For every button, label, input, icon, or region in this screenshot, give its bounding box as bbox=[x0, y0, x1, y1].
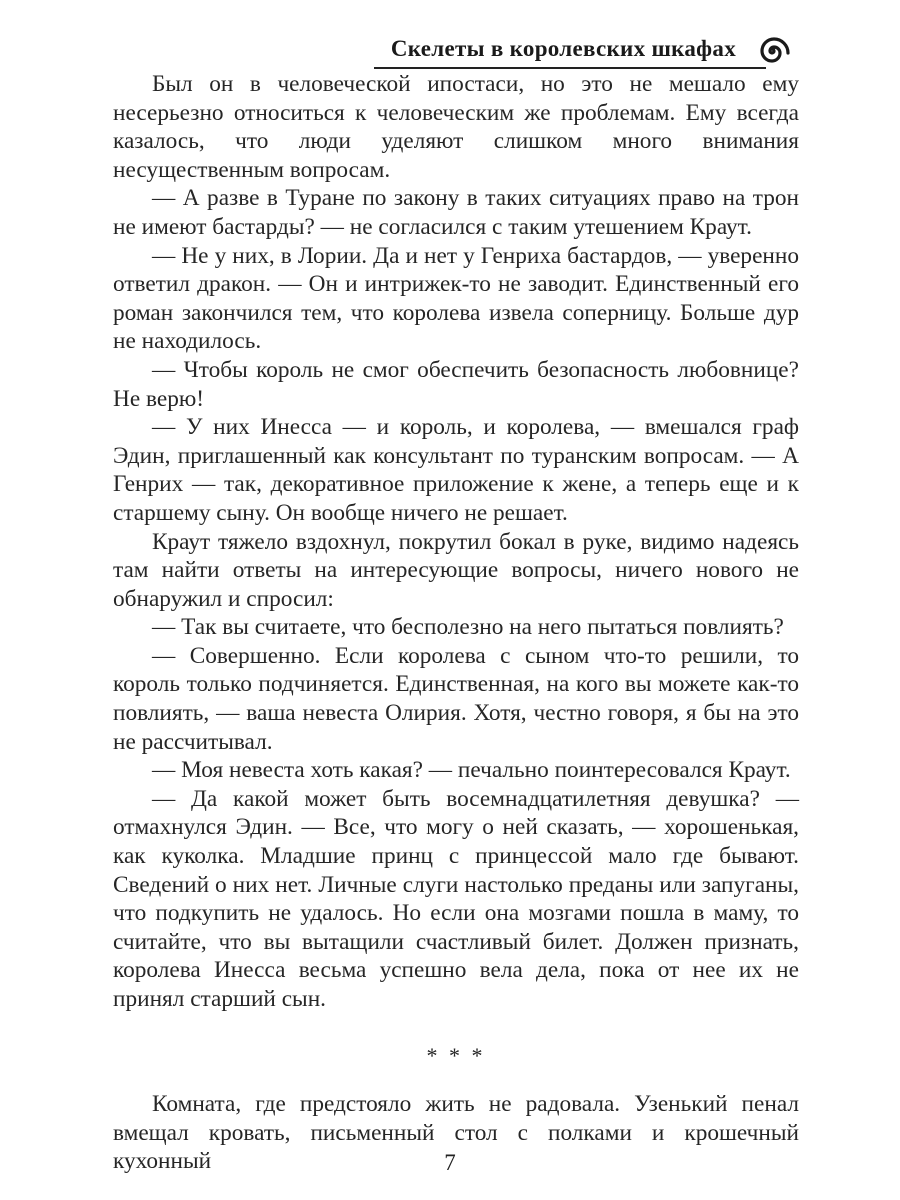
paragraph-11: Комната, где предстояло жить не радовала. Узенький пенал вмещал кровать, письменный стол с полками и крошечный кухонный bbox=[113, 1091, 799, 1175]
book-title: Скелеты в королевских шкафах bbox=[390, 36, 736, 61]
paragraph-6: Краут тяжело вздохнул, покрутил бокал в руке, видимо надеясь там найти ответы на интересующие вопросы, ничего нового не обнаружил и спросил: bbox=[113, 528, 799, 612]
paragraph-1: Был он в человеческой ипостаси, но это не мешало ему несерьезно относиться к человеческим же проблемам. Ему всегда казалось, что люди уделяют слишком много внимания несущественным вопросам. bbox=[113, 71, 799, 183]
scene-break: * * * bbox=[426, 1042, 486, 1068]
paragraph-4: — Чтобы король не смог обеспечить безопасность любовнице? Не верю! bbox=[113, 356, 799, 412]
spiral-icon bbox=[754, 33, 790, 69]
header-rule bbox=[374, 67, 766, 69]
paragraph-9: — Моя невеста хоть какая? — печально поинтересовался Краут. bbox=[152, 757, 791, 784]
paragraph-10: — Да какой может быть восемнадцатилетняя девушка? — отмахнулся Эдин. — Все, что могу о ней сказать, — хорошенькая, как куколка. Младшие принц с принцессой мало где бывают. Сведений о них нет. Личные слуги настолько преданы или запуганы, что подкупить не удалось. Но если она мозгами пошла в маму, то считайте, что вы вытащили счастливый билет. Должен признать, королева Инесса весьма успешно вела дела, пока от нее их не принял старший сын. bbox=[113, 785, 799, 1012]
body-text bbox=[113, 70, 799, 1176]
paragraph-5: — У них Инесса — и король, и королева, — вмешался граф Эдин, приглашенный как консультант по туранским вопросам. — А Генрих — так, декоративное приложение к жене, а теперь еще и к старшему сыну. Он вообще ничего не решает. bbox=[113, 414, 799, 526]
page-number: 7 bbox=[444, 1150, 456, 1175]
paragraph-3: — Не у них, в Лории. Да и нет у Генриха бастардов, — уверенно ответил дракон. — Он и интрижек-то не заводит. Единственный его роман закончился тем, что королева извела соперницу. Больше дур не находилось. bbox=[113, 242, 799, 355]
paragraph-7: — Так вы считаете, что бесполезно на него пытаться повлиять? bbox=[152, 614, 784, 641]
paragraph-2: — А разве в Туране по закону в таких ситуациях право на трон не имеют бастарды? — не согласился с таким утешением Краут. bbox=[113, 185, 799, 240]
paragraph-8: — Совершенно. Если королева с сыном что-то решили, то король только подчиняется. Единственная, на кого вы можете как-то повлиять, — ваша невеста Олирия. Хотя, честно говоря, я бы на это не рассчитывал. bbox=[113, 642, 799, 755]
